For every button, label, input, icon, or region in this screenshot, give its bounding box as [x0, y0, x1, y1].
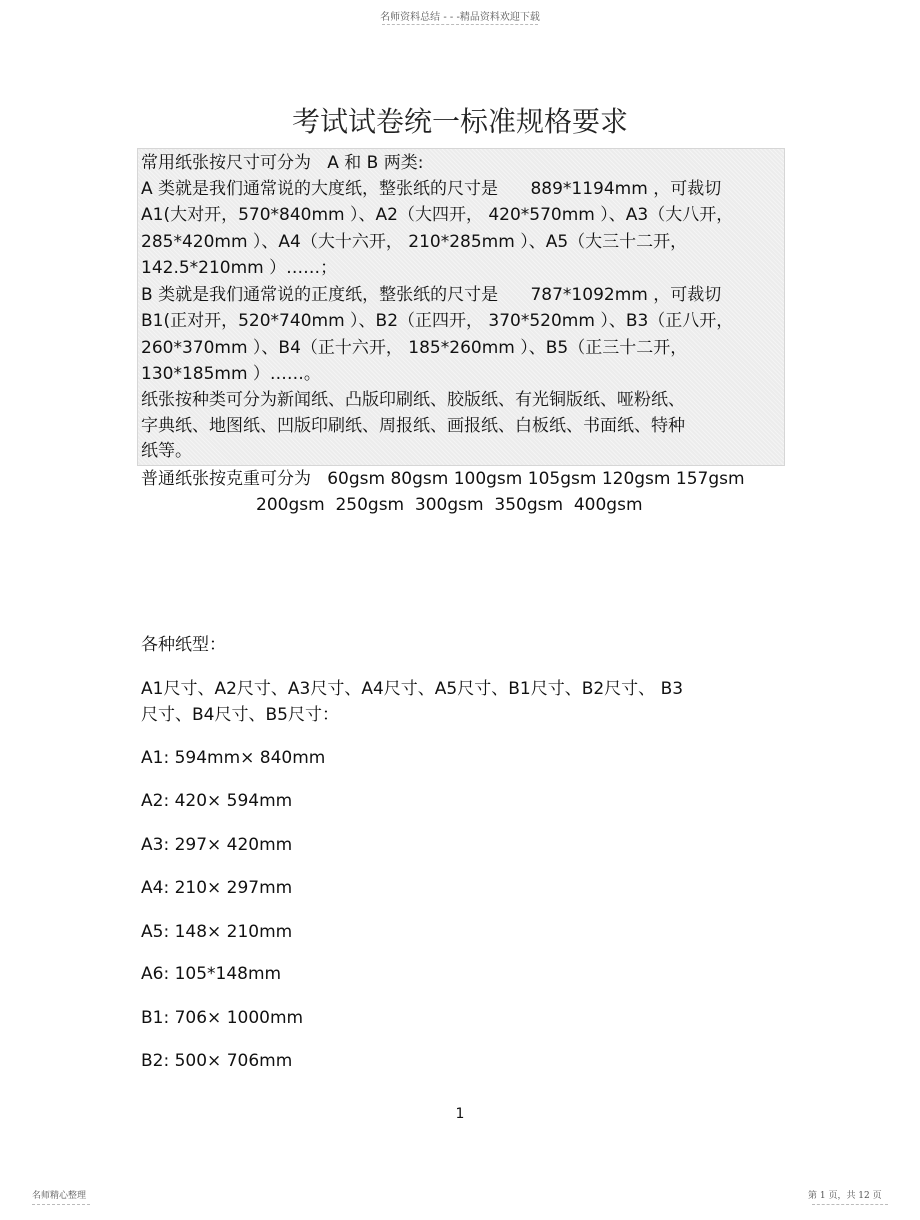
paragraph-line: 285*420mm ）、A4（大十六开， 210*285mm ）、A5（大三十二开，: [141, 232, 688, 252]
paragraph-line: B1(正对开，520*740mm ）、B2（正四开， 370*520mm ）、B3（正八开，: [141, 311, 734, 331]
types-intro-line: 尺寸、B4尺寸、B5尺寸：: [141, 705, 339, 725]
footer-page-count: 第 1 页，共 12 页: [808, 1191, 882, 1201]
paragraph-line: 纸张按种类可分为新闻纸、凸版印刷纸、胶版纸、有光铜版纸、哑粉纸、: [141, 390, 685, 410]
paragraph-line: 260*370mm ）、B4（正十六开， 185*260mm ）、B5（正三十二开，: [141, 338, 688, 358]
footer-left-divider: [32, 1204, 90, 1205]
gsm-line: 普通纸张按克重可分为 60gsm 80gsm 100gsm 105gsm 120gsm 157gsm: [141, 469, 745, 489]
paragraph-line: 常用纸张按尺寸可分为 A 和 B 两类:: [141, 153, 424, 173]
paragraph-line: B 类就是我们通常说的正度纸，整张纸的尺寸是 787*1092mm ，可裁切: [141, 285, 722, 305]
document-title: 考试试卷统一标准规格要求: [291, 105, 628, 138]
size-item-a6: A6: 105*148mm: [141, 964, 282, 984]
paragraph-line: A1(大对开，570*840mm ）、A2（大四开， 420*570mm ）、A3（大八开，: [141, 205, 734, 225]
types-intro-line: A1尺寸、A2尺寸、A3尺寸、A4尺寸、A5尺寸、B1尺寸、B2尺寸、 B3: [141, 679, 684, 699]
paragraph-line: 纸等。: [141, 441, 192, 461]
footer-left: 名师精心整理: [32, 1191, 87, 1201]
size-item-a2: A2: 420× 594mm: [141, 791, 293, 811]
gsm-line: 200gsm 250gsm 300gsm 350gsm 400gsm: [256, 495, 643, 515]
paragraph-line: 142.5*210mm ）……；: [141, 258, 338, 278]
size-item-a3: A3: 297× 420mm: [141, 835, 293, 855]
paragraph-line: A 类就是我们通常说的大度纸，整张纸的尺寸是 889*1194mm ，可裁切: [141, 179, 722, 199]
footer-right-divider: [812, 1204, 888, 1205]
paragraph-line: 字典纸、地图纸、凹版印刷纸、周报纸、画报纸、白板纸、书面纸、特种: [141, 416, 685, 436]
size-item-a4: A4: 210× 297mm: [141, 878, 293, 898]
size-item-b2: B2: 500× 706mm: [141, 1051, 293, 1071]
paragraph-line: 130*185mm ）……。: [141, 364, 321, 384]
page-header: 名师资料总结 - - -精品资料欢迎下载: [380, 12, 540, 23]
size-item-a5: A5: 148× 210mm: [141, 922, 293, 942]
size-item-a1: A1: 594mm× 840mm: [141, 748, 326, 768]
types-heading: 各种纸型：: [141, 635, 226, 655]
header-divider: [382, 24, 538, 25]
page-number: 1: [455, 1106, 465, 1122]
size-item-b1: B1: 706× 1000mm: [141, 1008, 304, 1028]
